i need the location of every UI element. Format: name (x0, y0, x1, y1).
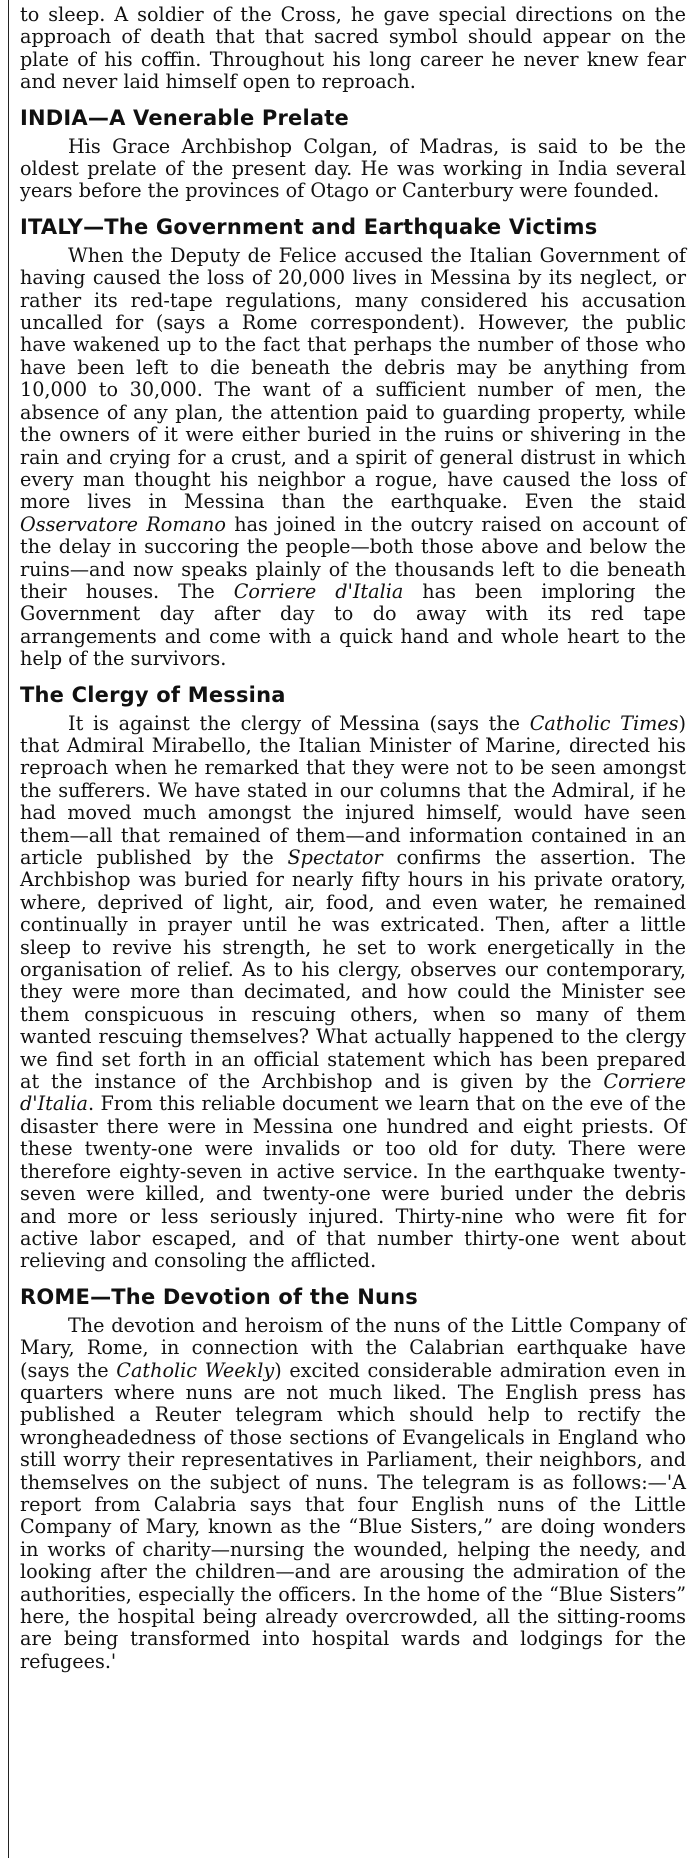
messina-text-b: ) that Admiral Mirabello, the Italian Minister of Marine, directed his reproach when he remarked that they were not to be seen amongst the sufferers. We have stated in our columns that the Admiral, if he had moved much amongst the injured himself, would have seen them—all that remained of them—and information contained in an article published by the (20, 711, 686, 869)
messina-heading: The Clergy of Messina (20, 682, 286, 707)
messina-text-c: confirms the assertion. The Archbishop was buried for nearly fifty hours in his private oratory, where, deprived of light, air, food, and even water, he remained continually in prayer until he was extricated. Then, after a little sleep to revive his strength, he set to work energetically in the organisation of relief. As to his clergy, observes our contemporary, they were more than decimated, and how could the Minister see them conspicuous in rescuing others, when so many of them wanted rescuing themselves? What actually happened to the clergy we find set forth in an official statement which has been prepared at the instance of the Archbishop and is given by the (20, 846, 687, 1094)
india-paragraph: His Grace Archbishop Colgan, of Madras, is said to be the oldest prelate of the present day. He was working in India several years before the provinces of Otago or Canterbury were founded. (20, 134, 686, 203)
rome-heading: ROME—The Devotion of the Nuns (20, 1284, 419, 1309)
messina-italic-c: Corriere d'Italia (20, 1070, 686, 1116)
rome-text-b: ) excited considerable admiration even in quarters where nuns are not much liked. The English press has published a Reuter telegram which should help to rectify the wrongheadedness of those sections of Evangelicals in England who still worry their representatives in Parliament, their neighbors, and themselves on the subject of nuns. The telegram is as follows:—'A report from Calabria says that four English nuns of the Little Company of Mary, known as the “Blue Sisters,” are doing wonders in works of charity—nursing the wounded, helping the needy, and looking after the children—and are arousing the admiration of the authorities, especially the officers. In the home of the “Blue Sisters” here, the hospital being already overcrowded, all the sitting-rooms are being transformed into hospital wards and lodgings for the refugees.' (20, 1358, 686, 1673)
italy-section (20, 215, 686, 671)
messina-paragraph (20, 713, 686, 1273)
rome-paragraph (20, 1315, 686, 1674)
messina-text-d: . From this reliable document we learn that on the eve of the disaster there were in Messina one hundred and eight priests. Of these twenty-one were invalids or too old for duty. There were therefore eighty-seven in active service. In the earthquake twenty-seven were killed, and twenty-one were buried under the debris and more or less seriously injured. Thirty-nine who were fit for active labor escaped, and of that number thirty-one went about relieving and consoling the afflicted. (20, 1092, 686, 1273)
italy-text-b: has joined in the outcry raised on account of the delay in succoring the people—both those above and below the ruins—and now speaks plainly of the thousands left to die beneath their houses. The (20, 512, 687, 603)
messina-section (20, 683, 686, 1273)
italy-text-c: has been imploring the Government day after day to do away with its red tape arrangements and come with a quick hand and whole heart to the help of the survivors. (20, 579, 686, 671)
intro-paragraph: to sleep. A soldier of the Cross, he gave special directions on the approach of death that that sacred symbol should appear on the plate of his coffin. Throughout his long career he never knew fear and never laid himself open to reproach. (20, 3, 686, 94)
column-rule (8, 0, 9, 1858)
messina-text-a: It is against the clergy of Messina (says the (68, 711, 521, 735)
rome-italic-a: Catholic Weekly (116, 1358, 275, 1382)
italy-italic-b: Corriere d'Italia (233, 579, 404, 603)
rome-text-a: The devotion and heroism of the nuns of the Little Company of Mary, Rome, in connection with the Calabrian earthquake have (says the (20, 1313, 686, 1382)
india-heading: INDIA—A Venerable Prelate (20, 105, 349, 130)
italy-italic-a: Osservatore Romano (20, 512, 226, 536)
intro-section (20, 4, 686, 94)
messina-italic-a: Catholic Times (529, 711, 679, 735)
italy-text-a: When the Deputy de Felice accused the Italian Government of having caused the loss of 20,000 lives in Messina by its neglect, or rather its red-tape regulations, many considered his accusation uncalled for (says a Rome correspondent). However, the public have wakened up to the fact that perhaps the number of those who have been left to die beneath the debris may be anything from 10,000 to 30,000. The want of a sufficient number of men, the absence of any plan, the attention paid to guarding property, while the owners of it were either buried in the ruins or shivering in the rain and crying for a crust, and a spirit of general distrust in which every man thought his neighbor a rogue, have caused the loss of more lives in Messina than the earthquake. Even the staid (20, 243, 686, 514)
india-section (20, 106, 686, 203)
messina-italic-b: Spectator (287, 846, 383, 869)
italy-heading: ITALY—The Government and Earthquake Victims (20, 214, 598, 239)
italy-paragraph (20, 245, 686, 671)
rome-section (20, 1285, 686, 1674)
